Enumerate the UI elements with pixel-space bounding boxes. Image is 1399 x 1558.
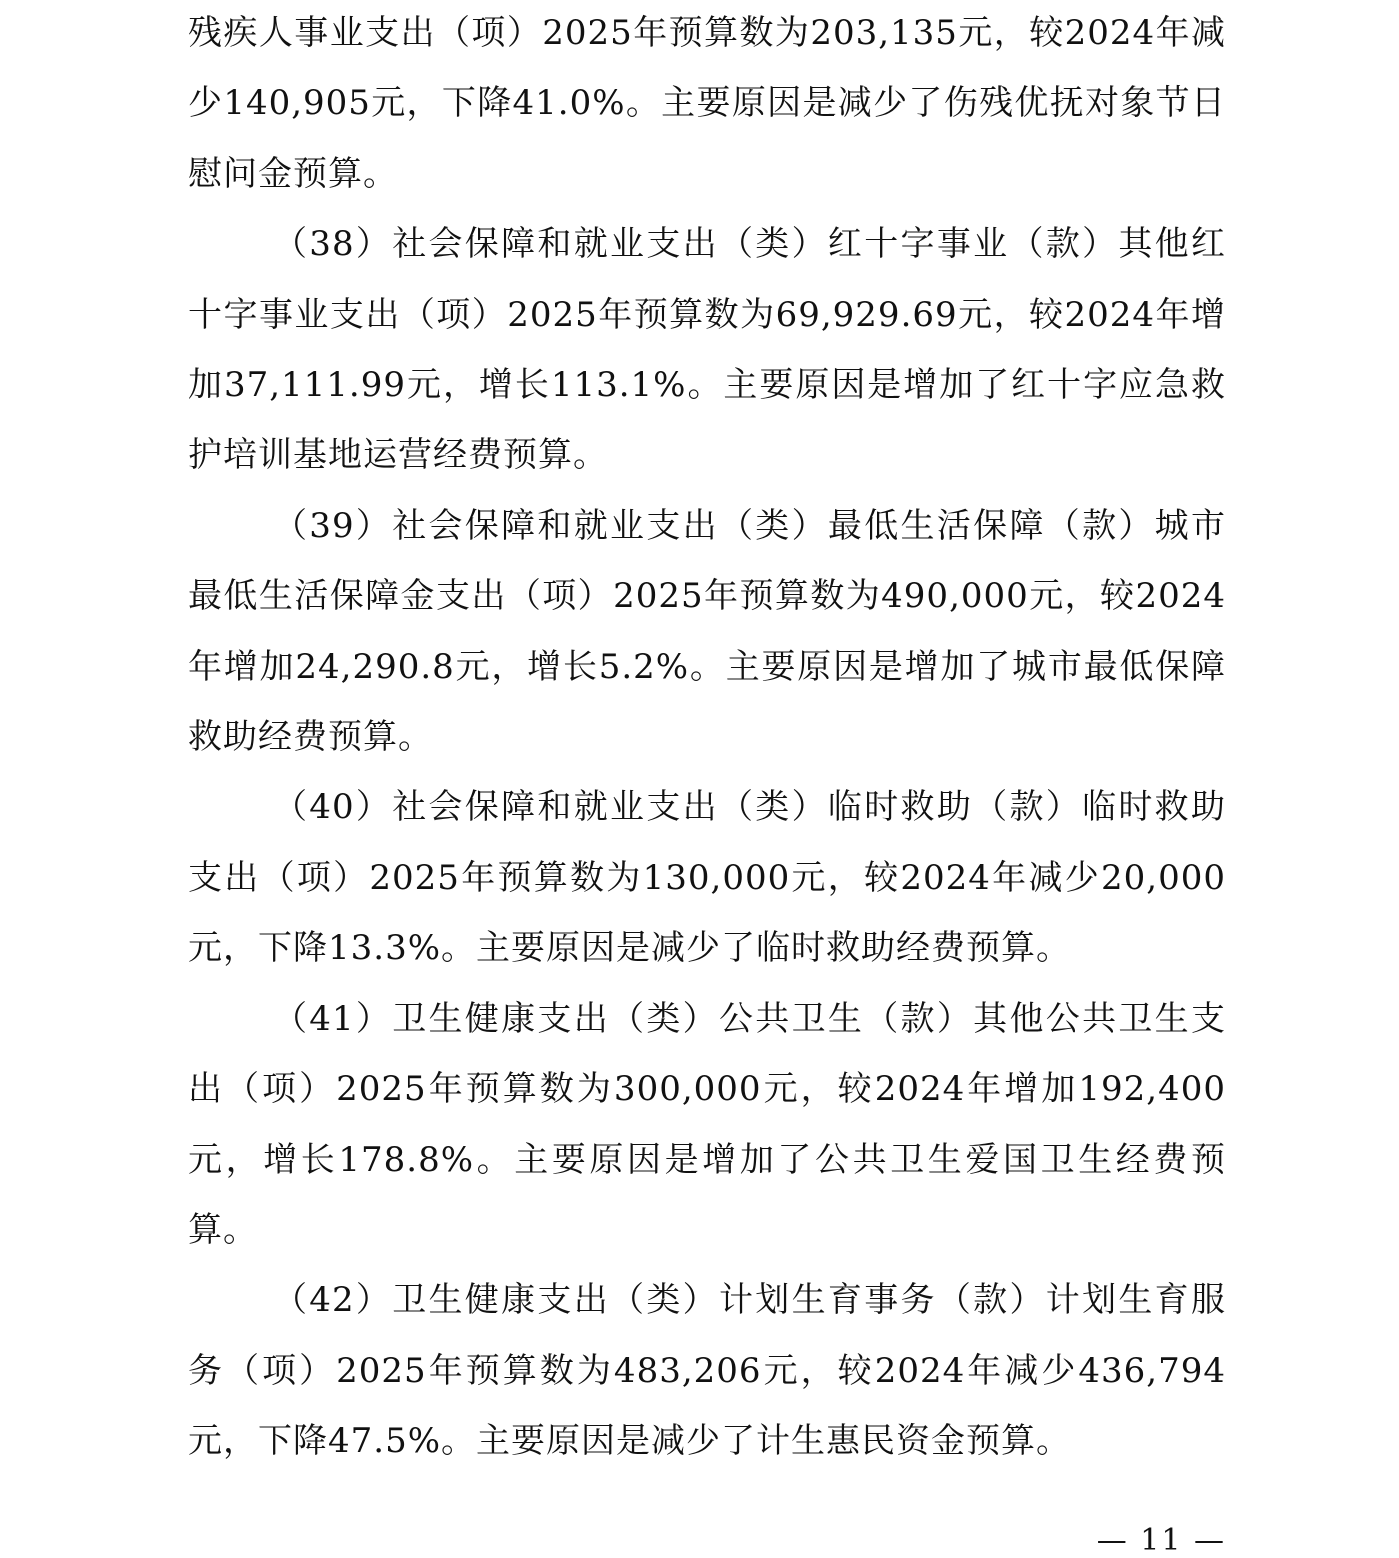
document-page <box>188 0 1226 1477</box>
paragraph-item-42: （42）卫生健康支出（类）计划生育事务（款）计划生育服务（项）2025年预算数为483,206元，较2024年减少436,794元，下降47.5%。主要原因是减少了计生惠民资金预算。 <box>188 1280 1226 1462</box>
paragraph-item-40: （40）社会保障和就业支出（类）临时救助（款）临时救助支出（项）2025年预算数为130,000元，较2024年减少20,000元，下降13.3%。主要原因是减少了临时救助经费预算。 <box>188 787 1226 969</box>
page-number: — 11 — <box>1096 1523 1226 1558</box>
paragraph-continuation: 残疾人事业支出（项）2025年预算数为203,135元，较2024年减少140,905元，下降41.0%。主要原因是减少了伤残优抚对象节日慰问金预算。 <box>188 13 1226 194</box>
paragraph-item-41: （41）卫生健康支出（类）公共卫生（款）其他公共卫生支出（项）2025年预算数为300,000元，较2024年增加192,400元，增长178.8%。主要原因是增加了公共卫生爱国卫生经费预算。 <box>188 998 1226 1250</box>
paragraph-item-38: （38）社会保障和就业支出（类）红十字事业（款）其他红十字事业支出（项）2025年预算数为69,929.69元，较2024年增加37,111.99元，增长113.1%。主要原因是增加了红十字应急救护培训基地运营经费预算。 <box>188 224 1226 476</box>
paragraph-item-39: （39）社会保障和就业支出（类）最低生活保障（款）城市最低生活保障金支出（项）2025年预算数为490,000元，较2024年增加24,290.8元，增长5.2%。主要原因是增加了城市最低保障救助经费预算。 <box>188 505 1226 758</box>
